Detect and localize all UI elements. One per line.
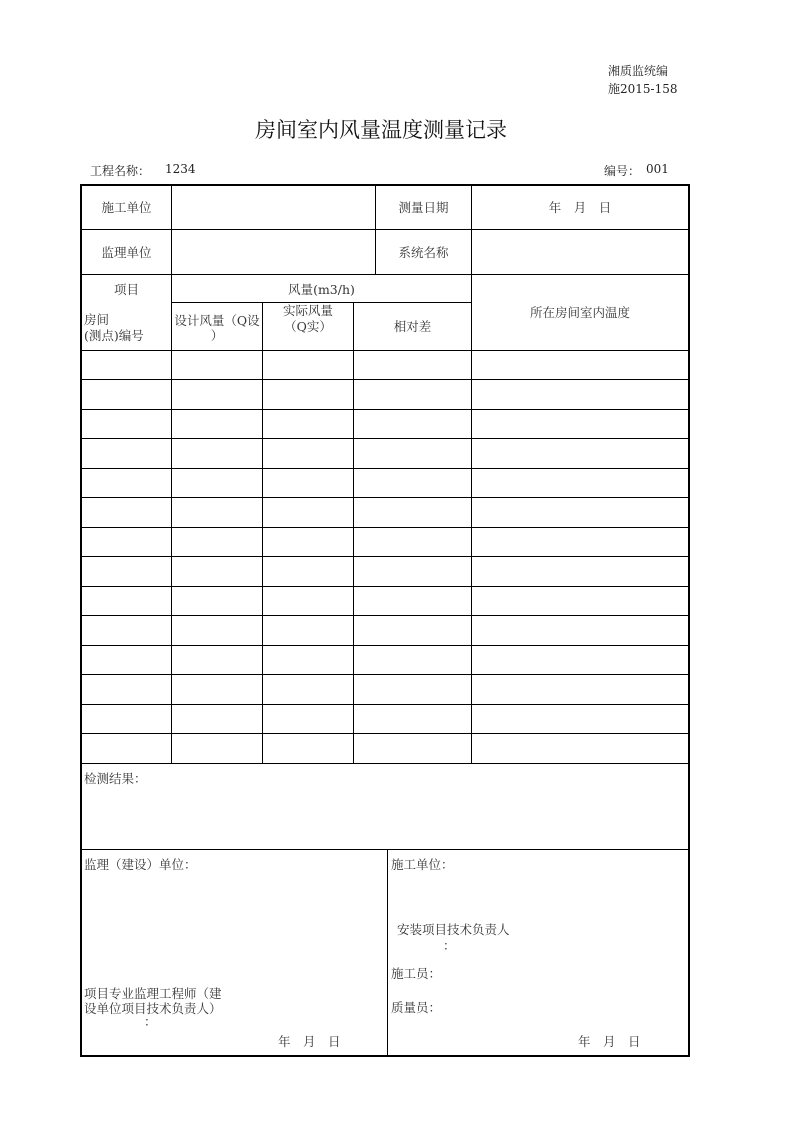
relative-diff-cell[interactable] [354,675,471,704]
actual-airflow-header-line1: 实际风量 [282,303,333,318]
relative-diff-cell[interactable] [354,557,471,586]
design-airflow-cell[interactable] [172,705,262,733]
room-header-line1: 房间 [84,312,110,327]
room-temp-cell[interactable] [472,705,688,733]
relative-diff-cell[interactable] [354,439,471,468]
page-title: 房间室内风量温度测量记录 [255,118,507,142]
design-airflow-cell[interactable] [172,734,262,763]
relative-diff-cell[interactable] [354,410,471,438]
room-temp-cell[interactable] [472,498,688,527]
design-airflow-cell[interactable] [172,528,262,556]
relative-diff-header: 相对差 [393,319,432,334]
room-cell[interactable] [82,734,171,763]
actual-airflow-cell[interactable] [263,646,353,674]
supervision-unit-label: 监理单位 [101,245,152,260]
actual-airflow-cell[interactable] [263,557,353,586]
design-airflow-cell[interactable] [172,646,262,674]
room-temp-cell[interactable] [472,439,688,468]
builder-label: 施工员： [391,966,442,981]
doc-number-value: 001 [646,162,669,176]
actual-airflow-cell[interactable] [263,705,353,733]
room-temp-cell[interactable] [472,734,688,763]
room-temp-cell[interactable] [472,469,688,497]
design-airflow-cell[interactable] [172,469,262,497]
construction-unit-label: 施工单位 [101,200,152,215]
room-temp-cell[interactable] [472,675,688,704]
room-temp-cell[interactable] [472,557,688,586]
design-airflow-header-line1: 设计风量（Q设 [174,313,260,328]
design-airflow-cell[interactable] [172,439,262,468]
right-sign-date: 年 月 日 [578,1034,641,1049]
room-cell[interactable] [82,587,171,615]
tech-lead-label: 安装项目技术负责人 [397,922,510,937]
actual-airflow-cell[interactable] [263,380,353,409]
doc-number-label: 编号： [604,164,641,178]
design-airflow-cell[interactable] [172,498,262,527]
engineer-label-colon: ： [144,1014,157,1029]
actual-airflow-cell[interactable] [263,675,353,704]
relative-diff-cell[interactable] [354,498,471,527]
room-cell[interactable] [82,439,171,468]
relative-diff-cell[interactable] [354,469,471,497]
room-cell[interactable] [82,616,171,645]
relative-diff-cell[interactable] [354,528,471,556]
relative-diff-cell[interactable] [354,587,471,615]
room-temp-header: 所在房间室内温度 [529,305,630,320]
tech-lead-colon: ： [443,938,456,953]
engineer-label-line1: 项目专业监理工程师（建 [84,986,222,1001]
supervision-sign-label: 监理（建设）单位： [84,857,197,872]
actual-airflow-cell[interactable] [263,528,353,556]
room-cell[interactable] [82,498,171,527]
engineer-label-line2: 设单位项目技术负责人） [84,1001,222,1016]
room-header-line2: (测点)编号 [84,328,144,343]
room-temp-cell[interactable] [472,587,688,615]
room-cell[interactable] [82,675,171,704]
results-field[interactable] [82,790,688,848]
design-airflow-cell[interactable] [172,351,262,379]
actual-airflow-cell[interactable] [263,734,353,763]
relative-diff-cell[interactable] [354,646,471,674]
room-temp-cell[interactable] [472,616,688,645]
inspector-label: 质量员： [391,1000,442,1015]
form-code-line2: 施2015-158 [608,82,678,96]
relative-diff-cell[interactable] [354,380,471,409]
construction-sign-label: 施工单位： [391,857,454,872]
room-temp-cell[interactable] [472,646,688,674]
design-airflow-cell[interactable] [172,616,262,645]
room-cell[interactable] [82,380,171,409]
design-airflow-cell[interactable] [172,557,262,586]
airflow-header: 风量(m3/h) [288,282,355,297]
project-name-label: 工程名称： [90,164,151,178]
room-cell[interactable] [82,646,171,674]
room-temp-cell[interactable] [472,351,688,379]
results-label: 检测结果： [84,771,147,786]
design-airflow-cell[interactable] [172,410,262,438]
measure-date-label: 测量日期 [398,200,449,215]
design-airflow-cell[interactable] [172,587,262,615]
actual-airflow-cell[interactable] [263,498,353,527]
room-cell[interactable] [82,557,171,586]
room-temp-cell[interactable] [472,528,688,556]
room-cell[interactable] [82,351,171,379]
measure-date-field[interactable]: 年 月 日 [548,200,612,215]
project-name-value: 1234 [165,162,196,176]
room-cell[interactable] [82,705,171,733]
actual-airflow-cell[interactable] [263,587,353,615]
actual-airflow-header-line2: （Q实） [284,319,332,334]
actual-airflow-cell[interactable] [263,616,353,645]
relative-diff-cell[interactable] [354,705,471,733]
room-cell[interactable] [82,410,171,438]
system-name-label: 系统名称 [398,245,449,260]
relative-diff-cell[interactable] [354,351,471,379]
actual-airflow-cell[interactable] [263,351,353,379]
actual-airflow-cell[interactable] [263,439,353,468]
item-header: 项目 [113,282,139,297]
room-cell[interactable] [82,528,171,556]
design-airflow-cell[interactable] [172,675,262,704]
form-code-line1: 湘质监统编 [608,64,669,78]
design-airflow-cell[interactable] [172,380,262,409]
actual-airflow-cell[interactable] [263,410,353,438]
room-cell[interactable] [82,469,171,497]
room-temp-cell[interactable] [472,380,688,409]
actual-airflow-cell[interactable] [263,469,353,497]
room-temp-cell[interactable] [472,410,688,438]
relative-diff-cell[interactable] [354,616,471,645]
left-sign-date: 年 月 日 [278,1034,341,1049]
design-airflow-header-line2: ） [210,328,224,343]
relative-diff-cell[interactable] [354,734,471,763]
